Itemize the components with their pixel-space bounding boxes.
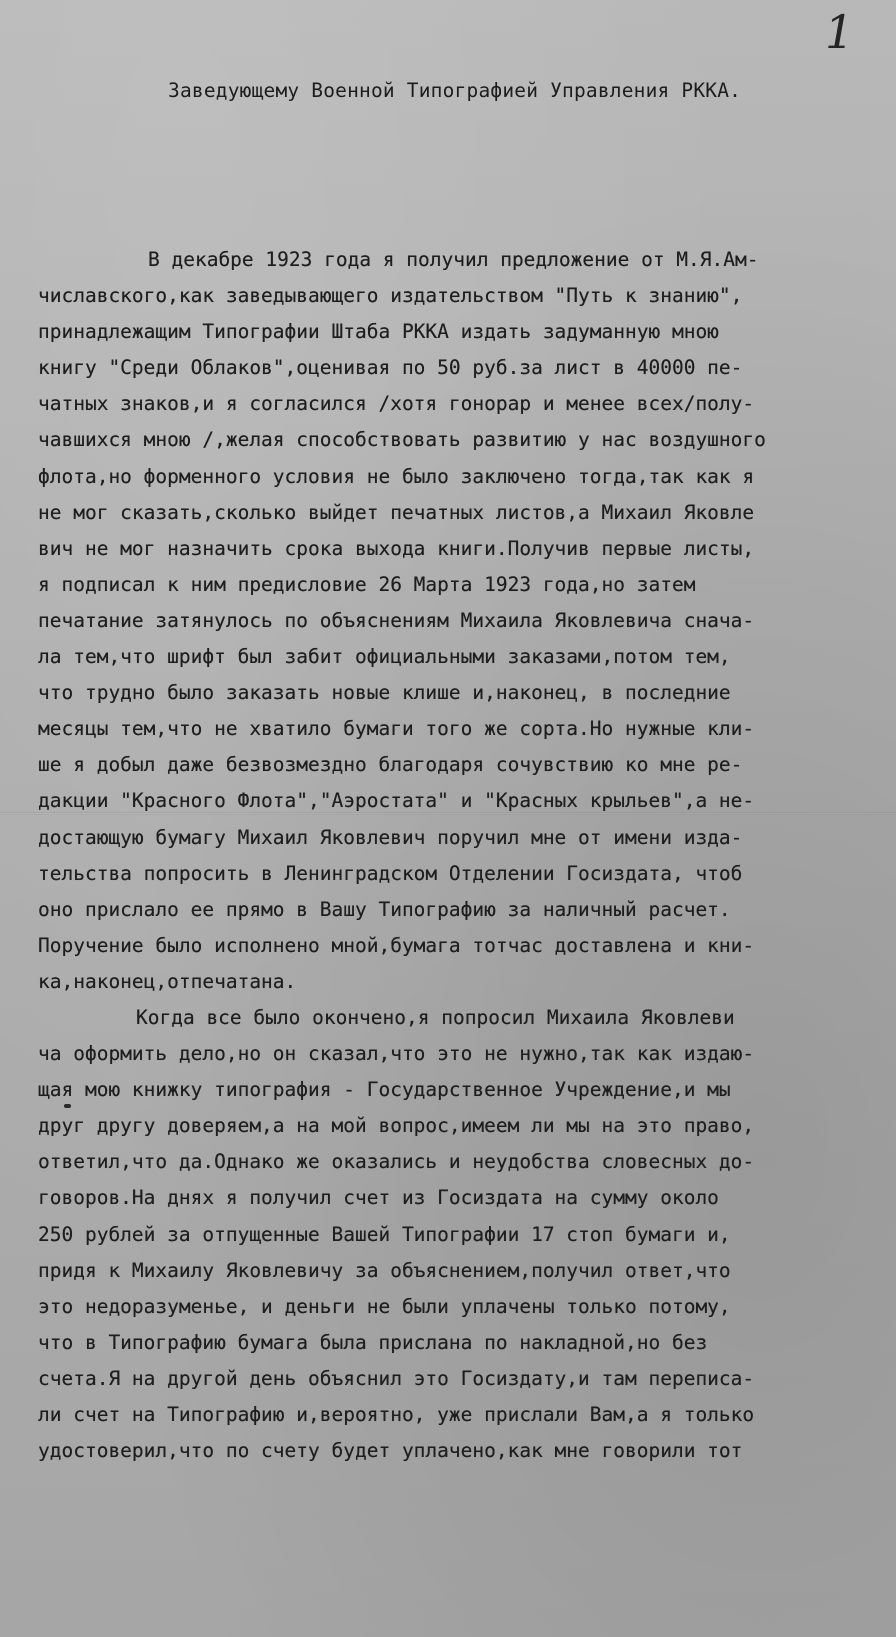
text-line: месяцы тем,что не хватило бумаги того же сорта.Но нужные кли-	[38, 717, 755, 741]
text-line: счета.Я на другой день объяснил это Госиздату,и там переписа-	[38, 1366, 755, 1390]
text-line: Когда все было окончено,я попросил Михаила Яковлеви	[136, 1005, 735, 1029]
text-line: печатание затянулось по объяснениям Михаила Яковлевича снача-	[38, 608, 755, 632]
text-line: я подписал к ним предисловие 26 Марта 1923 года,но затем	[38, 572, 696, 596]
text-line: говоров.На днях я получил счет из Госиздата на сумму около	[38, 1186, 719, 1210]
text-line: дакции "Красного Флота","Аэростата" и "Красных крыльев",а не-	[38, 789, 755, 813]
text-line: ча оформить дело,но он сказал,что это не нужно,так как издаю-	[38, 1042, 755, 1066]
text-line: что трудно было заказать новые клише и,наконец, в последние	[38, 681, 731, 705]
text-line: не мог сказать,сколько выйдет печатных листов,а Михаил Яковле	[38, 500, 755, 524]
document-heading: Заведующему Военной Типографией Управления РККА.	[168, 79, 742, 102]
text-line: ла тем,что шрифт был забит официальными заказами,потом тем,	[38, 645, 731, 669]
text-line: числавского,как заведывающего издательством "Путь к знанию",	[38, 284, 743, 308]
text-line: флота,но форменного условия не было заключено тогда,так как я	[38, 464, 755, 488]
text-line: ответил,что да.Однако же оказались и неудобства словесных до-	[38, 1150, 755, 1174]
text-line: что в Типографию бумага была прислана по накладной,но без	[38, 1330, 708, 1354]
ink-mark	[64, 1104, 71, 1108]
text-line: ка,наконец,отпечатана.	[38, 969, 297, 993]
text-line: чатных знаков,и я согласился /хотя гонорар и менее всех/полу-	[38, 392, 755, 416]
text-line: удостоверил,что по счету будет уплачено,как мне говорили тот	[38, 1439, 743, 1463]
page-number: 1	[819, 5, 859, 59]
text-line: вич не мог назначить срока выхода книги.Получив первые листы,	[38, 536, 755, 560]
text-line: книгу "Среди Облаков",оценивая по 50 руб.за лист в 40000 пе-	[38, 356, 743, 380]
text-line: ли счет на Типографию и,вероятно, уже прислали Вам,а я только	[38, 1403, 755, 1426]
text-line: чавшихся мною /,желая способствовать развитию у нас воздушного	[38, 428, 766, 452]
text-line: придя к Михаилу Яковлевичу за объяснением,получил ответ,что	[38, 1258, 731, 1282]
letter-body	[38, 242, 868, 1469]
text-line: щая мою книжку типография - Государственное Учреждение,и мы	[38, 1078, 731, 1102]
text-line: достающую бумагу Михаил Яковлевич поручил мне от имени изда-	[38, 825, 743, 849]
text-line: оно прислало ее прямо в Вашу Типографию за наличный расчет.	[38, 897, 731, 921]
text-line: тельства попросить в Ленинградском Отделении Госиздата, чтоб	[38, 861, 743, 885]
text-line: ше я добыл даже безвозмездно благодаря сочувствию ко мне ре-	[38, 753, 743, 777]
text-line: принадлежащим Типографии Штаба РККА издать задуманную мною	[38, 320, 719, 344]
text-line: друг другу доверяем,а на мой вопрос,имеем ли мы на это право,	[38, 1114, 755, 1138]
text-line: В декабре 1923 года я получил предложение от М.Я.Ам-	[148, 248, 759, 271]
text-line: 250 рублей за отпущенные Вашей Типографии 17 стоп бумаги и,	[38, 1222, 731, 1246]
text-line: это недоразуменье, и деньги не были уплачены только потому,	[38, 1294, 731, 1318]
text-line: Поручение было исполнено мной,бумага тотчас доставлена и кни-	[38, 933, 755, 957]
